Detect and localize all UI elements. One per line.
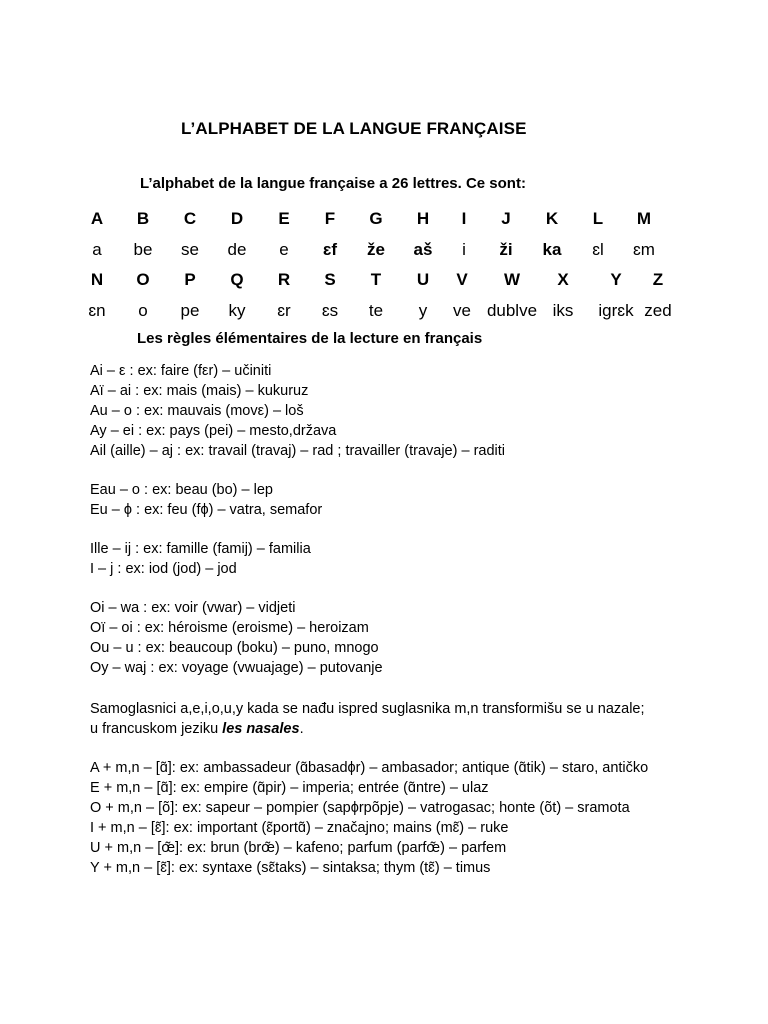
rules-group-ille — [90, 539, 648, 579]
rule-line: Ai – ε : ex: faire (fεr) – učiniti — [90, 363, 272, 379]
alphabet-pronunciation: igrɛk — [598, 301, 634, 320]
rule-line: Aï – ai : ex: mais (mais) – kukuruz — [90, 383, 309, 399]
rule-line: Ou – u : ex: beaucoup (boku) – puno, mnogo — [90, 640, 379, 656]
alphabet-pronunciation: ky — [228, 301, 246, 320]
rules-list — [90, 361, 648, 878]
rule-line: Oy – waj : ex: voyage (vwuajage) – putovanje — [90, 660, 383, 676]
document-title: L’ALPHABET DE LA LANGUE FRANÇAISE — [181, 119, 527, 138]
rule-line: Eu – ϕ : ex: feu (fϕ) – vatra, semafor — [90, 502, 323, 518]
alphabet-pronunciation: iks — [552, 301, 574, 320]
alphabet-letter: R — [277, 270, 291, 289]
alphabet-pronunciation: te — [368, 301, 384, 320]
nasal-intro-text: u francuskom jeziku — [90, 721, 223, 737]
alphabet-pronunciation: ɛf — [322, 240, 338, 259]
rule-line: Oi – wa : ex: voir (vwar) – vidjeti — [90, 600, 296, 616]
alphabet-letter: Z — [652, 270, 664, 289]
alphabet-pronunciation: ži — [499, 240, 513, 259]
alphabet-pronunciation: o — [138, 301, 148, 320]
alphabet-pronunciation: že — [367, 240, 385, 259]
alphabet-pronunciation: de — [227, 240, 247, 259]
rule-line: U + m,n – [œ̃]: ex: brun (brœ̃) – kafeno; parfum (parfœ̃) – parfem — [90, 840, 507, 856]
rules-group-eu — [90, 480, 648, 520]
alphabet-letter: G — [369, 209, 383, 228]
alphabet-pronunciation: aš — [413, 240, 433, 259]
alphabet-pronunciation: ka — [542, 240, 562, 259]
alphabet-pronunciation: e — [279, 240, 289, 259]
nasal-intro — [90, 699, 648, 739]
rule-line: O + m,n – [õ]: ex: sapeur – pompier (sapϕrpõpje) – vatrogasac; honte (õt) – sramota — [90, 800, 630, 816]
alphabet-letter: S — [324, 270, 336, 289]
alphabet-letter: E — [278, 209, 290, 228]
rules-subtitle: Les règles élémentaires de la lecture en français — [137, 330, 483, 347]
nasal-intro-line: Samoglasnici a,e,i,o,u,y kada se nađu ispred suglasnika m,n transformišu se u nazale; — [90, 701, 645, 717]
alphabet-pronunciation: zed — [644, 301, 672, 320]
alphabet-letter: P — [184, 270, 196, 289]
alphabet-letter: H — [416, 209, 430, 228]
alphabet-pronunciation: se — [181, 240, 199, 259]
alphabet-letter: F — [324, 209, 336, 228]
rule-line: Y + m,n – [ɛ̃]: ex: syntaxe (sɛ̃taks) – sintaksa; thym (tɛ̃) – timus — [90, 860, 491, 876]
nasal-intro-period: . — [299, 721, 304, 737]
alphabet-pronunciation: ɛl — [592, 240, 604, 259]
alphabet-pronunciation: i — [462, 240, 466, 259]
alphabet-letter: L — [592, 209, 604, 228]
intro-text: L’alphabet de la langue française a 26 lettres. Ce sont: — [140, 175, 526, 192]
rule-line: Ille – ij : ex: famille (famij) – familia — [90, 541, 311, 557]
rule-line: Eau – o : ex: beau (bo) – lep — [90, 482, 273, 498]
nasales-term: les nasales — [222, 721, 300, 737]
rule-line: Au – o : ex: mauvais (movε) – loš — [90, 403, 304, 419]
alphabet-letter: U — [416, 270, 430, 289]
rule-line: E + m,n – [ɑ̃]: ex: empire (ɑ̃pir) – imperia; entrée (ɑ̃ntre) – ulaz — [90, 780, 489, 796]
alphabet-pronunciation: ve — [453, 301, 471, 320]
alphabet-pronunciation: ɛn — [88, 301, 106, 320]
alphabet-pronunciation: ɛr — [277, 301, 291, 320]
alphabet-pronunciation: ɛm — [633, 240, 655, 259]
alphabet-letter: X — [557, 270, 569, 289]
alphabet-pronunciation: ɛs — [321, 301, 339, 320]
rule-line: I + m,n – [ɛ̃]: ex: important (ɛ̃portɑ̃) – značajno; mains (mɛ̃) – ruke — [90, 820, 509, 836]
alphabet-pronunciation: y — [418, 301, 428, 320]
rule-line: Ail (aille) – aj : ex: travail (travaj) – rad ; travailler (travaje) – raditi — [90, 443, 505, 459]
rules-group-oi — [90, 598, 648, 678]
alphabet-letter: Q — [230, 270, 244, 289]
rule-line: Ay – ei : ex: pays (pei) – mesto,država — [90, 423, 337, 439]
rule-line: I – j : ex: iod (jod) – jod — [90, 561, 237, 577]
alphabet-letter: W — [503, 270, 521, 289]
alphabet-letter: I — [461, 209, 467, 228]
rules-group-ai — [90, 361, 648, 461]
alphabet-letter: N — [90, 270, 104, 289]
rules-group-nasals — [90, 758, 648, 878]
alphabet-letter: B — [136, 209, 150, 228]
alphabet-pronunciation: a — [92, 240, 102, 259]
alphabet-pronunciation: be — [133, 240, 153, 259]
rule-line: A + m,n – [ɑ̃]: ex: ambassadeur (ɑ̃basadϕr) – ambasador; antique (ɑ̃tik) – staro, antičko — [90, 760, 649, 776]
alphabet-letter: O — [136, 270, 150, 289]
alphabet-letter: M — [636, 209, 652, 228]
alphabet-letter: V — [456, 270, 468, 289]
alphabet-letter: J — [501, 209, 511, 228]
rule-line: Oï – oi : ex: héroisme (eroisme) – heroizam — [90, 620, 369, 636]
nasal-intro-line — [90, 719, 648, 739]
alphabet-letter: D — [230, 209, 244, 228]
alphabet-pronunciation: pe — [180, 301, 200, 320]
alphabet-letter: A — [90, 209, 104, 228]
alphabet-letter: C — [183, 209, 197, 228]
alphabet-letter: T — [370, 270, 382, 289]
alphabet-letter: K — [545, 209, 559, 228]
alphabet-letter: Y — [610, 270, 622, 289]
alphabet-pronunciation: dublve — [486, 301, 538, 320]
